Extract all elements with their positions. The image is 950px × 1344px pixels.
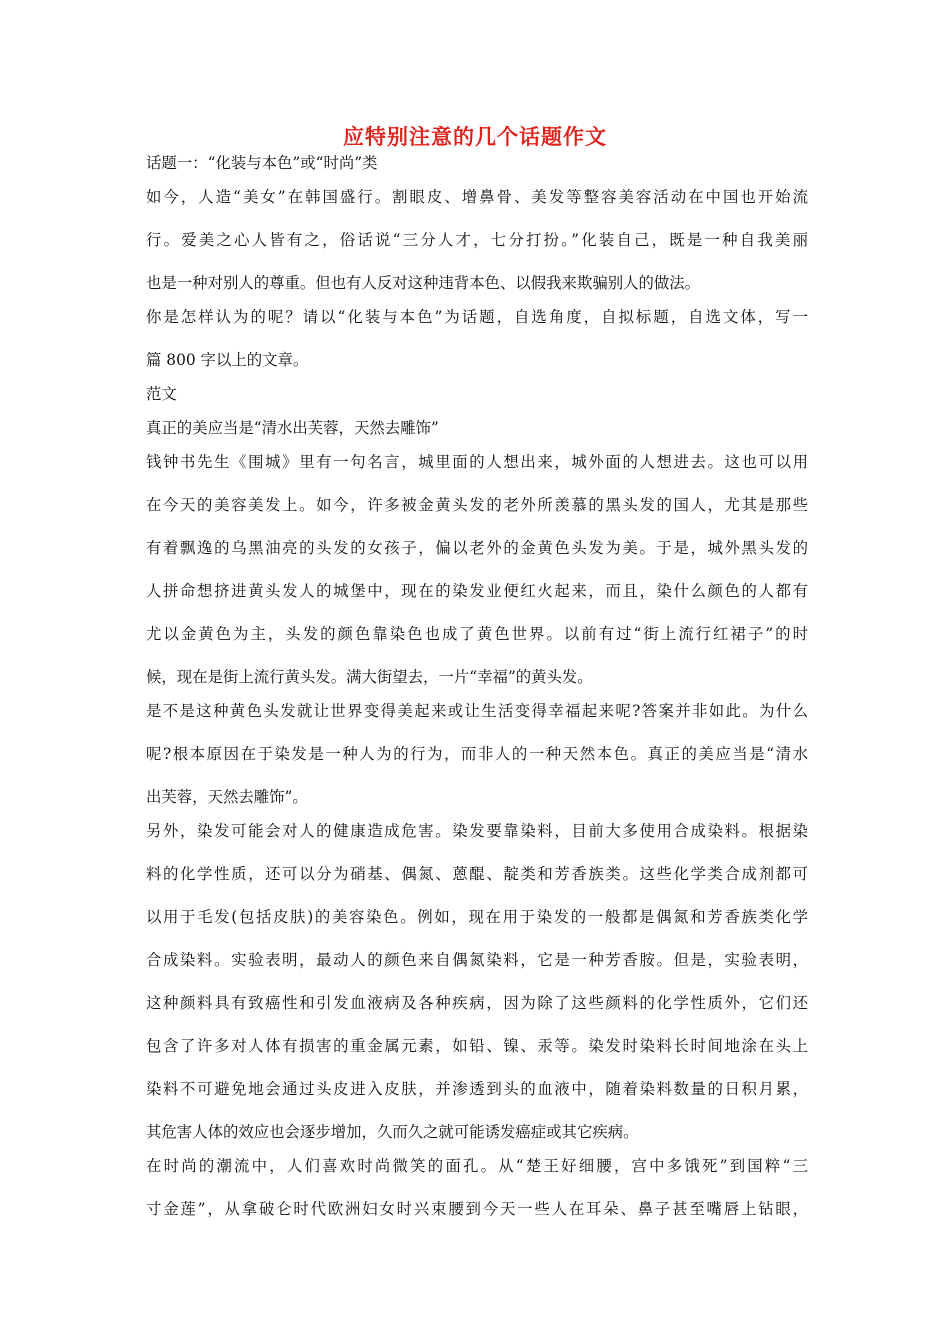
sample-label: 范文: [146, 385, 177, 403]
essay-line: 另外，染发可能会对人的健康造成危害。染发要靠染料，目前大多使用合成染料。根据染: [146, 822, 808, 840]
essay-line: 出芙蓉，天然去雕饰”。: [146, 788, 308, 806]
essay-line: 有着飘逸的乌黑油亮的头发的女孩子，偏以老外的金黄色头发为美。于是，城外黑头发的: [146, 539, 808, 557]
topic-heading: 话题一：“化装与本色”或“时尚”类: [146, 154, 378, 172]
document-title: 应特别注意的几个话题作文: [343, 124, 607, 149]
essay-line: 候，现在是街上流行黄头发。满大街望去，一片“幸福”的黄头发。: [146, 668, 593, 686]
essay-paragraph-4: [146, 1153, 808, 1223]
essay-line: 钱钟书先生《围城》里有一句名言，城里面的人想出来，城外面的人想进去。这也可以用: [146, 453, 808, 471]
essay-paragraph-1: [146, 449, 808, 691]
essay-paragraph-2: [146, 698, 808, 811]
essay-line: 在时尚的潮流中，人们喜欢时尚微笑的面孔。从“楚王好细腰，宫中多饿死”到国粹“三: [146, 1157, 808, 1175]
document-body: [146, 150, 808, 1223]
task-line: 你是怎样认为的呢？请以“化装与本色”为话题，自选角度，自拟标题，自选文体，写一: [146, 308, 808, 326]
essay-line: 包含了许多对人体有损害的重金属元素，如铅、镍、汞等。染发时染料长时间地涂在头上: [146, 1037, 808, 1055]
essay-line: 合成染料。实验表明，最动人的颜色来自偶氮染料，它是一种芳香胺。但是，实验表明，: [146, 951, 808, 969]
essay-title: 真正的美应当是“清水出芙蓉，天然去雕饰”: [146, 419, 439, 437]
essay-line: 呢?根本原因在于染发是一种人为的行为，而非人的一种天然本色。真正的美应当是“清水: [146, 745, 808, 763]
essay-line: 是不是这种黄色头发就让世界变得美起来或让生活变得幸福起来呢?答案并非如此。为什么: [146, 702, 808, 720]
essay-line: 人拼命想挤进黄头发人的城堡中，现在的染发业便红火起来，而且，染什么颜色的人都有: [146, 582, 808, 600]
essay-line: 以用于毛发(包括皮肤)的美容染色。例如，现在用于染发的一般都是偶氮和芳香族类化学: [146, 908, 808, 926]
prompt-line: 行。爱美之心人皆有之，俗话说“三分人才，七分打扮。”化装自己，既是一种自我美丽: [146, 231, 808, 249]
prompt-paragraph: [146, 184, 808, 297]
prompt-line: 也是一种对别人的尊重。但也有人反对这种违背本色、以假我来欺骗别人的做法。: [146, 274, 701, 292]
essay-line: 尤以金黄色为主，头发的颜色靠染色也成了黄色世界。以前有过“街上流行红裙子”的时: [146, 625, 808, 643]
essay-line: 染料不可避免地会通过头皮进入皮肤，并渗透到头的血液中，随着染料数量的日积月累，: [146, 1080, 808, 1098]
task-paragraph: [146, 304, 808, 374]
essay-line: 在今天的美容美发上。如今，许多被金黄头发的老外所羡慕的黑头发的国人，尤其是那些: [146, 496, 808, 514]
task-line: 篇 800 字以上的文章。: [146, 351, 309, 369]
essay-line: 料的化学性质，还可以分为硝基、偶氮、蒽醌、靛类和芳香族类。这些化学类合成剂都可: [146, 865, 808, 883]
essay-paragraph-3: [146, 818, 808, 1146]
essay-line: 其危害人体的效应也会逐步增加，久而久之就可能诱发癌症或其它疾病。: [146, 1123, 639, 1141]
essay-line: 这种颜料具有致癌性和引发血液病及各种疾病，因为除了这些颜料的化学性质外，它们还: [146, 994, 808, 1012]
prompt-line: 如今，人造“美女”在韩国盛行。割眼皮、增鼻骨、美发等整容美容活动在中国也开始流: [146, 188, 808, 206]
essay-line: 寸金莲”，从拿破仑时代欧洲妇女时兴束腰到今天一些人在耳朵、鼻子甚至嘴唇上钻眼，: [146, 1200, 808, 1218]
